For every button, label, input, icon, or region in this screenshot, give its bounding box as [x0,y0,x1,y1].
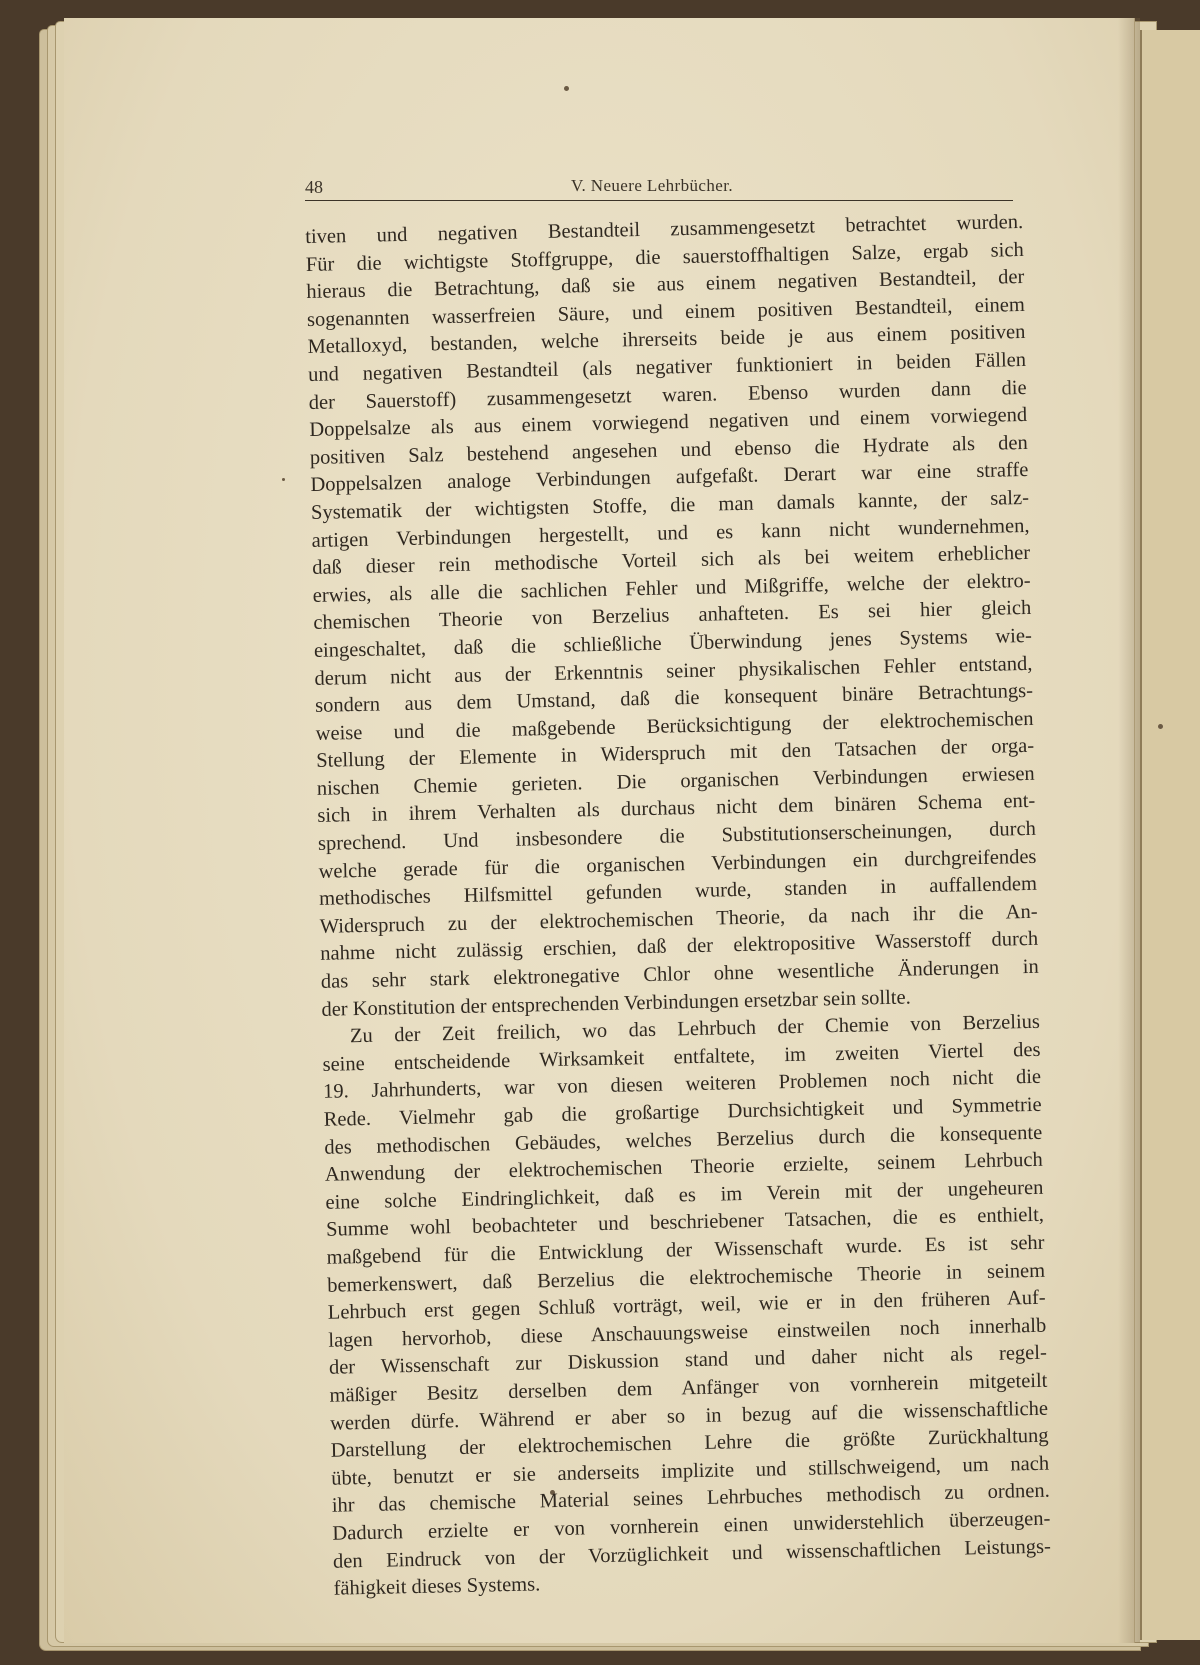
text-line: des methodischen Gebäudes, welches Berzelius durch die konsequente [324,1121,1043,1159]
paragraph [305,209,1040,1024]
text-line: Anwendung der elektrochemischen Theorie erzielte, seinem Lehrbuch [324,1148,1043,1186]
text-line: Metalloxyd, bestanden, welche ihrerseits beide je aus einem positiven [307,321,1026,359]
spine-shadow [1118,18,1140,1643]
text-line: weise und die maßgebende Berücksichtigung der elektrochemischen [315,707,1034,745]
body-text [305,209,1052,1603]
text-line: Systematik der wichtigsten Stoffe, die man damals kannte, der salz- [310,486,1030,524]
text-line: nischen Chemie gerieten. Die organischen Verbindungen erwiesen [316,762,1035,800]
text-line: Für die wichtigste Stoffgruppe, die sauerstoffhaltigen Salze, ergab sich [305,238,1024,276]
text-line: ihr das chemische Material seines Lehrbuches methodisch zu ordnen. [331,1479,1050,1518]
text-line: artigen Verbindungen hergestellt, und es kann nicht wundernehmen, [311,514,1030,552]
text-line: sprechend. Und insbesondere die Substitutionserscheinungen, durch [317,817,1037,855]
text-line: sondern aus dem Umstand, daß die konsequent binäre Betrachtungs- [314,679,1034,717]
text-line: Darstellung der elektrochemischen Lehre die größte Zurückhaltung [330,1424,1049,1462]
text-line: eine solche Eindringlichkeit, daß es im Verein mit der ungeheuren [325,1176,1044,1214]
text-line: Lehrbuch erst gegen Schluß vorträgt, weil, wie er in den früheren Auf- [327,1286,1046,1324]
text-line: chemischen Theorie von Berzelius anhafteten. Es sei hier gleich [313,597,1032,635]
text-line: werden dürfe. Während er aber so in bezug auf die wissenschaftliche [329,1397,1049,1435]
text-line: sich in ihrem Verhalten als durchaus nicht dem binären Schema ent- [317,790,1036,828]
text-line: Summe wohl beobachteter und beschriebener Tatsachen, die es enthielt, [325,1204,1045,1242]
text-line: der Konstitution der entsprechenden Verbindungen ersetzbar sein sollte. [321,986,911,1021]
text-line: Dadurch erzielte er von vornherein einen unwiderstehlich überzeugen- [332,1507,1051,1545]
text-line: maßgebend für die Entwicklung der Wissenschaft wurde. Es ist sehr [326,1231,1045,1269]
text-line: welche gerade für die organischen Verbindungen ein durchgreifendes [318,845,1037,883]
text-line: und negativen Bestandteil (als negativer funktioniert in beiden Fällen [307,348,1027,386]
next-page-edge [1140,30,1200,1640]
paper-speck [1158,724,1163,729]
text-line: Doppelsalze als aus einem vorwiegend negativen und einem vorwiegend [309,404,1028,442]
text-line: Widerspruch zu der elektrochemischen Theorie, da nach ihr die An- [319,900,1038,938]
paper-speck [564,86,569,91]
text-line: positiven Salz bestehend angesehen und ebenso die Hydrate als den [309,431,1028,469]
text-line: hieraus die Betrachtung, daß sie aus einem negativen Bestandteil, der [306,266,1025,304]
text-line: Rede. Vielmehr gab die großartige Durchsichtigkeit und Symmetrie [323,1093,1042,1131]
running-head-title: V. Neuere Lehrbücher. [571,176,733,195]
text-line: erwies, als alle die sachlichen Fehler und Mißgriffe, welche der elektro- [312,569,1031,607]
text-line: bemerkenswert, daß Berzelius die elektrochemische Theorie in seinem [327,1259,1046,1297]
text-line: methodisches Hilfsmittel gefunden wurde, standen in auffallendem [318,873,1038,911]
text-line: derum nicht aus der Erkenntnis seiner physikalischen Fehler entstand, [314,652,1033,690]
text-line: nahme nicht zulässig erschien, daß der elektropositive Wasserstoff durch [320,928,1039,966]
text-line: Doppelsalzen analoge Verbindungen aufgefaßt. Derart war eine straffe [310,459,1029,497]
running-head [305,172,1013,201]
paragraph [322,1009,1052,1603]
text-line: eingeschaltet, daß die schließliche Überwindung jenes Systems wie- [313,624,1033,662]
text-line: seine entscheidende Wirksamkeit entfaltete, im zweiten Viertel des [322,1038,1041,1076]
text-line: Zu der Zeit freilich, wo das Lehrbuch der Chemie von Berzelius [349,1011,1041,1048]
text-line: das sehr stark elektronegative Chlor ohne wesentliche Änderungen in [320,955,1039,993]
text-line: 19. Jahrhunderts, war von diesen weiteren Problemen noch nicht die [322,1066,1042,1104]
text-line: daß dieser rein methodische Vorteil sich als bei weitem erheblicher [311,542,1031,580]
text-line: der Sauerstoff) zusammengesetzt waren. Ebenso wurden dann die [308,376,1027,414]
text-line: sogenannten wasserfreien Säure, und einem positiven Bestandteil, einem [306,293,1026,331]
text-line: mäßiger Besitz derselben dem Anfänger von vornherein mitgeteilt [329,1369,1048,1407]
text-line: Stellung der Elemente in Widerspruch mit den Tatsachen der orga- [316,735,1035,773]
paper-speck [282,478,285,481]
text-line: den Eindruck von der Vorzüglichkeit und wissenschaftlichen Leistungs- [332,1535,1052,1573]
text-line: übte, benutzt er sie anderseits implizite und stillschweigend, um nach [331,1452,1050,1490]
text-line: lagen hervorhob, diese Anschauungsweise einstweilen noch innerhalb [328,1314,1047,1352]
text-line: fähigkeit dieses Systems. [333,1573,541,1600]
text-line: tiven und negativen Bestandteil zusammengesetzt betrachtet wurden. [305,210,1024,248]
text-line: der Wissenschaft zur Diskussion stand und daher nicht als regel- [328,1342,1048,1380]
page-number: 48 [305,177,323,197]
